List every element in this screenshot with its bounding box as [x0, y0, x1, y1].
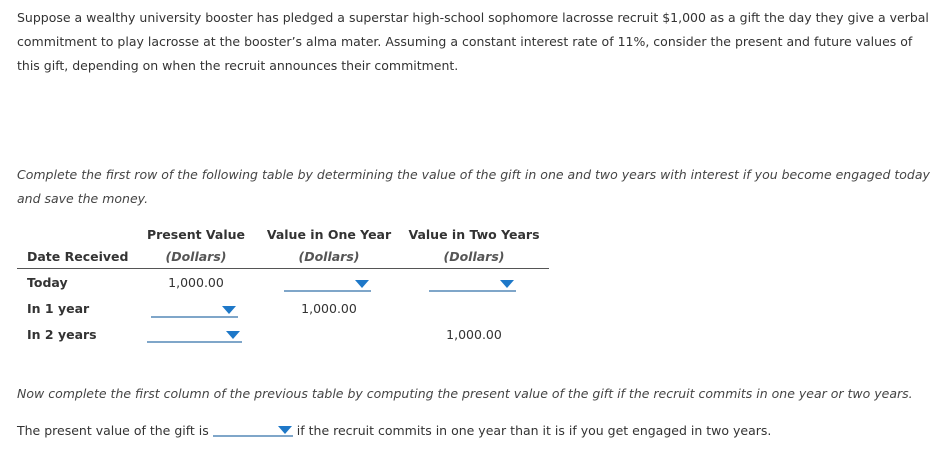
header-present-value: Present Value — [146, 227, 246, 242]
row-label-in-2-years: In 2 years — [27, 327, 97, 342]
dropdown-in-1-year-present-value[interactable] — [151, 302, 238, 318]
row-label-in-1-year: In 1 year — [27, 301, 90, 316]
cell-in-2-years-two-years-value: 1,000.00 — [446, 327, 502, 342]
dropdown-today-one-year[interactable] — [284, 276, 371, 292]
sentence-after: if the recruit commits in one year than it is if you get engaged in two years. — [296, 423, 772, 438]
chevron-down-icon — [355, 280, 369, 288]
chevron-down-icon — [500, 280, 514, 288]
header-value-one-year-unit: (Dollars) — [298, 249, 360, 264]
header-value-two-years: Value in Two Years — [408, 227, 540, 242]
header-value-one-year: Value in One Year — [266, 227, 392, 242]
header-value-two-years-unit: (Dollars) — [443, 249, 505, 264]
header-present-value-unit: (Dollars) — [165, 249, 227, 264]
chevron-down-icon — [222, 306, 236, 314]
row-label-today: Today — [27, 275, 68, 290]
dropdown-comparison[interactable] — [213, 423, 293, 437]
table-header-divider — [17, 268, 549, 269]
cell-in-1-year-one-year-value: 1,000.00 — [301, 301, 357, 316]
header-date-received: Date Received — [27, 249, 129, 264]
cell-today-present-value: 1,000.00 — [168, 275, 224, 290]
instruction-first-column: Now complete the first column of the previous table by computing the present value of the gift if the recruit commits in one year or two years. — [17, 386, 913, 401]
problem-intro: Suppose a wealthy university booster has pledged a superstar high-school sophomore lacrosse recruit $1,000 as a gift the day they give a verbal commitment to play lacrosse at the booster’s alma mater. Assuming a constant interest rate of 11%, consider the present and future values of this gift, depending on when the recruit announces their commitment. — [17, 10, 929, 73]
instruction-first-row: Complete the first row of the following table by determining the value of the gift in one and two years with interest if you become engaged today and save the money. — [17, 167, 930, 206]
dropdown-today-two-years[interactable] — [429, 276, 516, 292]
chevron-down-icon — [278, 426, 292, 434]
dropdown-in-2-years-present-value[interactable] — [147, 327, 242, 343]
comparison-sentence — [17, 419, 932, 443]
chevron-down-icon — [226, 331, 240, 339]
sentence-before: The present value of the gift is — [17, 423, 209, 438]
